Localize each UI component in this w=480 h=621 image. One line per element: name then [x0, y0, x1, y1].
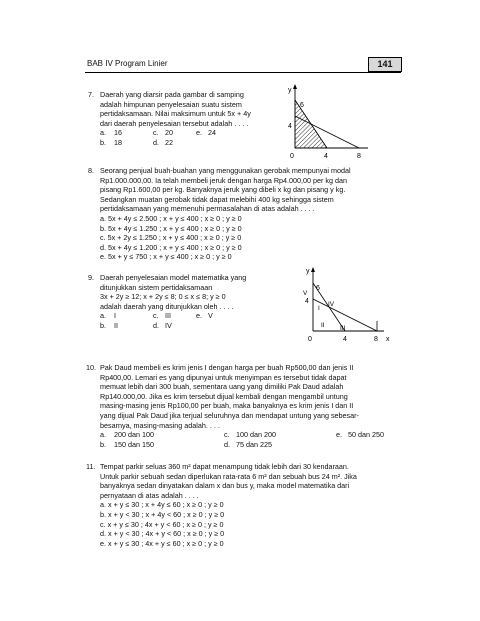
option-text: III [165, 311, 171, 321]
x-tick-8: 8 [357, 153, 361, 160]
option-text: 75 dan 225 [236, 439, 272, 449]
option-text: V [208, 311, 213, 321]
question-text-line: Daerah yang diarsir pada gambar di samping [100, 90, 244, 99]
option-label: d. [224, 439, 230, 449]
question-9 [88, 273, 303, 333]
option-label: e. [336, 430, 342, 440]
option-label: b. [100, 439, 106, 449]
option-label: e. [196, 128, 202, 138]
y-axis-label: y [306, 268, 310, 275]
question-number: 10. [86, 363, 96, 372]
question-text-line: memuat lebih dari 300 buah, sementara uang yang dimiliki Pak Daud adalah [100, 382, 344, 392]
question-8 [88, 166, 408, 266]
option-label: a. [100, 128, 106, 138]
question-number: 11. [86, 462, 96, 471]
question-number: 7. [88, 90, 94, 99]
option-text: 24 [208, 128, 216, 138]
option-text: 100 dan 200 [236, 430, 276, 440]
question-text-line: Seorang penjual buah-buahan yang menggunakan gerobak mempunyai modal [100, 166, 351, 175]
x-tick-0: 0 [308, 336, 312, 343]
y-axis-arrow [311, 267, 315, 272]
x-tick-4: 4 [324, 153, 328, 160]
y-tick-6: 6 [300, 102, 304, 109]
question-10 [86, 363, 406, 453]
option-text: I [114, 311, 116, 321]
option-line: d. 5x + 4y ≤ 1.200 ; x + y ≤ 400 ; x ≥ 0 ; y ≥ 0 [100, 242, 242, 252]
option-text: 18 [114, 137, 122, 147]
question-text-line: masing-masing jenis Rp100,00 per buah, maka banyaknya es krim jenis I dan II [100, 401, 354, 411]
option-line: a. x + y ≤ 30 ; x + 4y ≤ 60 ; x ≥ 0 ; y ≥ 0 [100, 500, 224, 510]
question-number: 8. [88, 166, 94, 175]
option-label: c. [153, 311, 159, 321]
question-text-line: Sedangkan muatan gerobak tidak dapat melebihi 400 kg sehingga sistem [100, 194, 334, 204]
region-label-III: III [340, 325, 346, 332]
question-11 [86, 462, 406, 552]
option-label: b. [100, 320, 106, 330]
option-label: a. [100, 430, 106, 440]
y-axis-label: y [288, 87, 292, 94]
question-text-line: Tempat parkir seluas 360 m² dapat menampung tidak lebih dari 30 kendaraan. [100, 462, 349, 471]
x-tick-8: 8 [374, 336, 378, 343]
question-text-line: pisang Rp1.600,00 per kg. Banyaknya jeruk yang dibeli x kg dan pisang y kg. [100, 185, 346, 195]
question-7 [88, 90, 288, 150]
y-tick-6: 6 [316, 285, 320, 292]
question-text-line: banyaknya sedan dinyatakan dalam x dan bus y, maka model matematika dari [100, 481, 350, 491]
option-line: a. 5x + 4y ≤ 2.500 ; x + y ≤ 400 ; x ≥ 0 ; y ≥ 0 [100, 213, 242, 223]
question-number: 9. [88, 273, 94, 282]
option-label: d. [153, 137, 159, 147]
option-label: a. [100, 311, 106, 321]
question-text-line: adalah himpunan penyelesaian suatu sistem [100, 99, 242, 109]
option-line: b. 5x + 4y ≤ 1.250 ; x + y ≤ 400 ; x ≥ 0 ; y ≥ 0 [100, 223, 242, 233]
option-label: d. [153, 320, 159, 330]
option-label: e. [196, 311, 202, 321]
chapter-header: BAB IV Program Linier [87, 59, 168, 68]
option-label: c. [224, 430, 230, 440]
option-line: c. x + y ≤ 30 ; 4x + y < 60 ; x ≥ 0 ; y ≥ 0 [100, 519, 224, 529]
question-text-line: yang dijual Pak Daud jika terjual seluruhnya dan mendapat untung yang sebesar- [100, 410, 359, 420]
option-text: 22 [165, 137, 173, 147]
question-text-line: Rp400,00. Lemari es yang dipunyai untuk menyimpan es tersebut tidak dapat [100, 372, 347, 382]
x-tick-0: 0 [290, 153, 294, 160]
y-axis-arrow [293, 84, 297, 89]
x-axis-label: x [386, 336, 390, 343]
header-rule [85, 72, 401, 73]
q7-graph [282, 80, 372, 162]
x-tick-4: 4 [343, 336, 347, 343]
question-text-line: Untuk parkir sebuah sedan diperlukan rata-rata 6 m² dan sebuah bus 24 m². Jika [100, 471, 357, 481]
page-number: 141 [368, 57, 402, 72]
q9-graph [300, 263, 390, 345]
option-text: 20 [165, 128, 173, 138]
region-label-V: V [303, 290, 308, 297]
option-text: II [114, 320, 118, 330]
question-text-line: 3x + 2y ≥ 12; x + 2y ≤ 8; 0 ≤ x ≤ 8; y ≥ 0 [100, 292, 226, 302]
question-text-line: Pak Daud membeli es krim jenis I dengan harga per buah Rp500,00 dan jenis II [100, 363, 354, 372]
option-label: c. [153, 128, 159, 138]
option-line: e. 5x + y ≤ 750 ; x + y ≤ 400 ; x ≥ 0 ; y ≥ 0 [100, 252, 232, 262]
question-text-line: pertidaksamaan yang memenuhi permasalahan di atas adalah . . . . [100, 204, 315, 214]
question-text-line: pertidaksamaan. Nilai maksimum untuk 5x + 4y [100, 109, 251, 119]
option-text: 16 [114, 128, 122, 138]
region-label-IV: IV [328, 301, 335, 308]
region-label-I: I [318, 305, 320, 312]
question-text-line: Rp1.000.000,00. Ia telah membeli jeruk dengan harga Rp4.000,00 per kg dan [100, 175, 347, 185]
option-label: b. [100, 137, 106, 147]
y-tick-4: 4 [305, 298, 309, 305]
option-text: 50 dan 250 [348, 430, 384, 440]
question-text-line: pernyataan di atas adalah . . . . [100, 490, 199, 500]
y-tick-4: 4 [288, 123, 292, 130]
option-line: c. 5x + 2y ≤ 1.250 ; x + y ≤ 400 ; x ≥ 0 ; y ≥ 0 [100, 233, 242, 243]
question-text-line: Daerah penyelesaian model matematika yang [100, 273, 247, 282]
option-line: e. x + y ≤ 30 ; 4x + y ≤ 60 ; x ≥ 0 ; y ≥ 0 [100, 538, 224, 548]
question-text-line: adalah daerah yang ditunjukkan oleh . . . . [100, 301, 234, 311]
option-text: 200 dan 100 [114, 430, 154, 440]
option-text: 150 dan 150 [114, 439, 154, 449]
option-line: b. x + y < 30 ; x + 4y < 60 ; x ≥ 0 ; y ≥ 0 [100, 509, 225, 519]
question-text-line: dari daerah penyelesaian tersebut adalah . . . . [100, 118, 249, 128]
question-text-line: besarnya, masing-masing adalah. . . . [100, 420, 220, 430]
option-line: d. x + y < 30 ; 4x + y < 60 ; x ≥ 0 ; y ≥ 0 [100, 529, 225, 539]
question-text-line: Rp140.000,00. Jika es krim tersebut dijual kembali dengan mengambil untung [100, 391, 348, 401]
option-text: IV [165, 320, 172, 330]
region-label-II: II [321, 322, 325, 329]
question-text-line: ditunjukkan sistem pertidaksamaan [100, 282, 213, 292]
